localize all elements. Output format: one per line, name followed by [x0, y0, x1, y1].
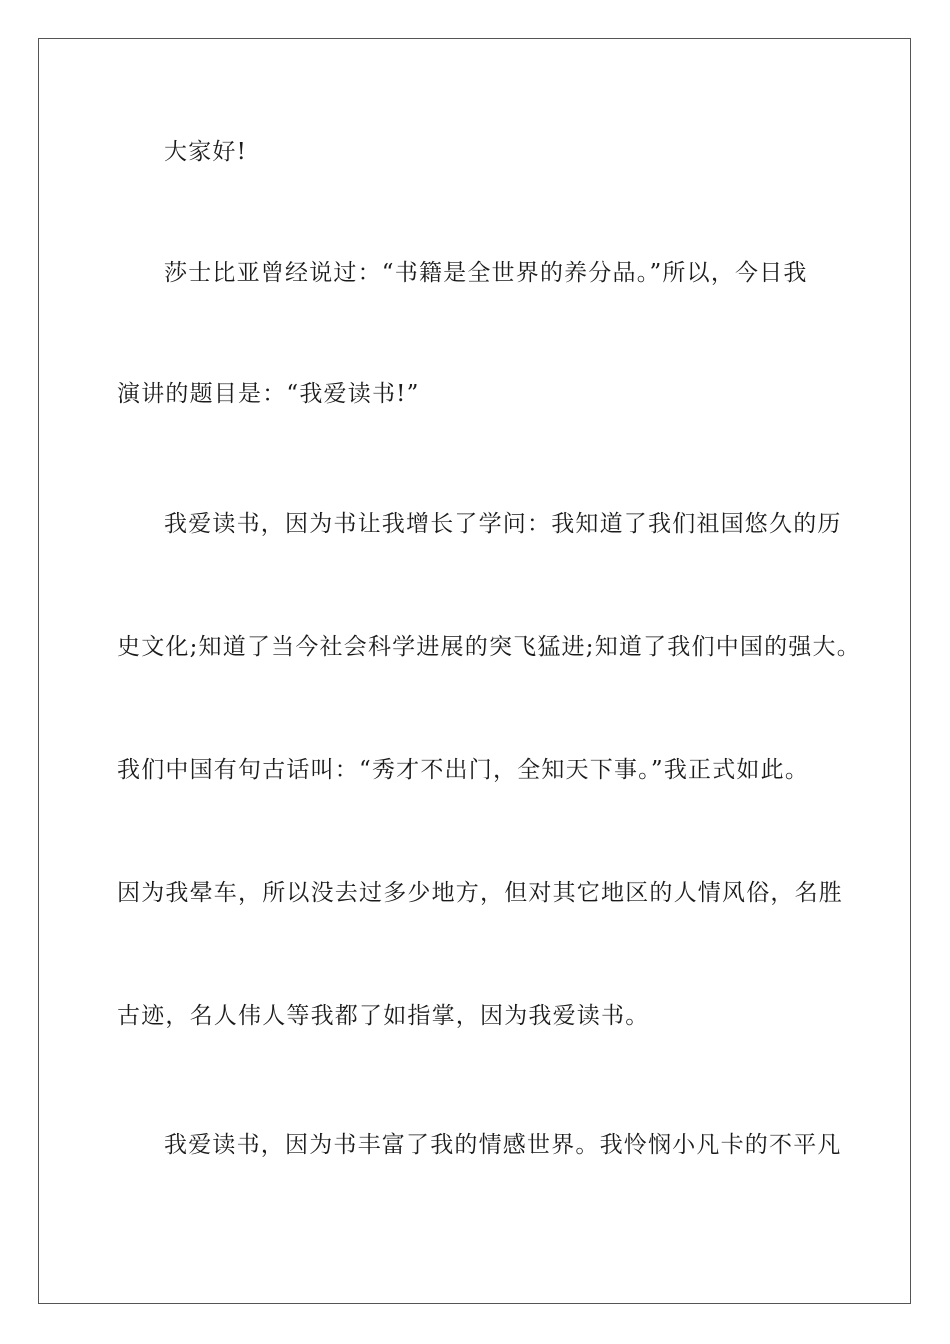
greeting-line: 大家好! [164, 139, 248, 165]
paragraph-1-line-1: 莎士比亚曾经说过：“书籍是全世界的养分品。”所以，今日我 [164, 260, 808, 286]
paragraph-2-line-3: 我们中国有句古话叫：“秀才不出门，全知天下事。”我正式如此。 [117, 757, 810, 783]
paragraph-2-line-1: 我爱读书，因为书让我增长了学问：我知道了我们祖国悠久的历 [164, 511, 842, 537]
paragraph-2-line-5: 古迹，名人伟人等我都了如指掌，因为我爱读书。 [117, 1003, 650, 1029]
paragraph-2-line-4: 因为我晕车，所以没去过多少地方，但对其它地区的人情风俗，名胜 [117, 880, 843, 906]
paragraph-3-line-1: 我爱读书，因为书丰富了我的情感世界。我怜悯小凡卡的不平凡 [164, 1132, 842, 1158]
paragraph-1-line-2: 演讲的题目是：“我爱读书!” [117, 381, 420, 407]
page-border [38, 38, 911, 1304]
paragraph-2-line-2: 史文化;知道了当今社会科学进展的突飞猛进;知道了我们中国的强大。 [117, 634, 861, 660]
